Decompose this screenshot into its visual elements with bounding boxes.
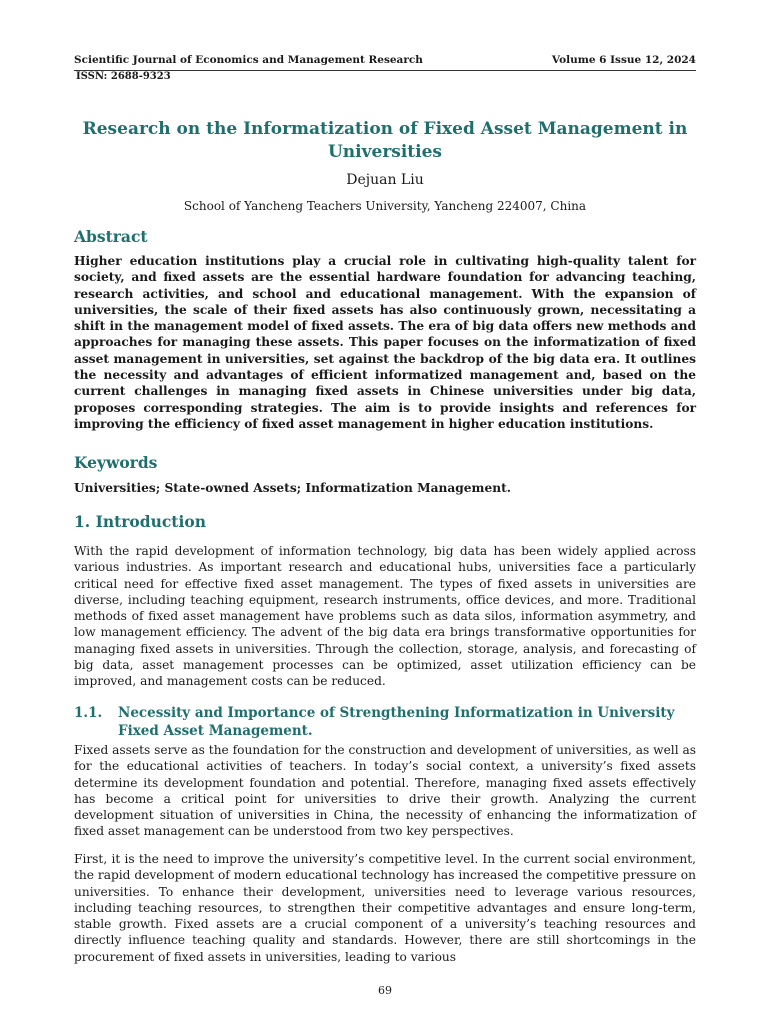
- abstract-heading: Abstract: [74, 227, 148, 246]
- abstract-text: Higher education institutions play a crucial role in cultivating high-quality talent for society, and fixed assets are the essential hardware foundation for advancing teaching, research activities, and school and educational management. With the expansion of universities, the scale of their fixed assets has also continuously grown, necessitating a shift in the management model of fixed assets. The era of big data offers new methods and approaches for managing these assets. This paper focuses on the informatization of fixed asset management in universities, set against the backdrop of the big data era. It outlines the necessity and advantages of efficient informatized management and, based on the current challenges in managing fixed assets in Chinese universities under big data, proposes corresponding strategies. The aim is to provide insights and references for improving the efficiency of fixed asset management in higher education institutions.: [74, 254, 696, 431]
- section-1-1-paragraph-1: Fixed assets serve as the foundation for the construction and development of universities, as well as for the educational activities of teachers. In today’s social context, a university’s fixed assets determine its development foundation and potential. Therefore, managing fixed assets effectively has become a critical point for universities to drive their growth. Analyzing the current development situation of universities in China, the necessity of enhancing the informatization of fixed asset management can be understood from two key perspectives.: [74, 743, 696, 839]
- author: Dejuan Liu: [346, 172, 424, 188]
- page-number: 69: [378, 984, 392, 997]
- section-1-1-paragraph-2: First, it is the need to improve the university’s competitive level. In the current social environment, the rapid development of modern educational technology has increased the competitive pressure on universities. To enhance their development, universities need to leverage various resources, including teaching resources, to strengthen their competitive advantages and ensure long-term, stable growth. Fixed assets are a crucial component of a university’s teaching resources and directly influence teaching quality and standards. However, there are still shortcomings in the procurement of fixed assets in universities, leading to various: [74, 852, 696, 964]
- volume-issue: Volume 6 Issue 12, 2024: [551, 54, 696, 66]
- keywords-text: Universities; State-owned Assets; Informatization Management.: [74, 481, 511, 495]
- section-1-1-number: 1.1.: [74, 705, 103, 721]
- issn: ISSN: 2688-9323: [76, 71, 171, 82]
- paper-title: Research on the Informatization of Fixed Asset Management in Universities: [82, 119, 688, 162]
- section-1-1-title: Necessity and Importance of Strengthening Informatization in University Fixed Asset Management.: [118, 705, 675, 739]
- keywords-heading: Keywords: [74, 453, 158, 472]
- section-1-paragraph: With the rapid development of information technology, big data has been widely applied across various industries. As important research and educational hubs, universities face a particularly critical need for effective fixed asset management. The types of fixed assets in universities are diverse, including teaching equipment, research instruments, office devices, and more. Traditional methods of fixed asset management have problems such as data silos, information asymmetry, and low management efficiency. The advent of the big data era brings transformative opportunities for managing fixed assets in universities. Through the collection, storage, analysis, and forecasting of big data, asset management processes can be optimized, asset utilization efficiency can be improved, and management costs can be reduced.: [74, 544, 696, 689]
- running-header: [74, 52, 696, 71]
- journal-name: Scientific Journal of Economics and Management Research: [74, 54, 423, 66]
- section-1-heading: 1. Introduction: [74, 512, 206, 531]
- affiliation: School of Yancheng Teachers University, Yancheng 224007, China: [183, 199, 587, 213]
